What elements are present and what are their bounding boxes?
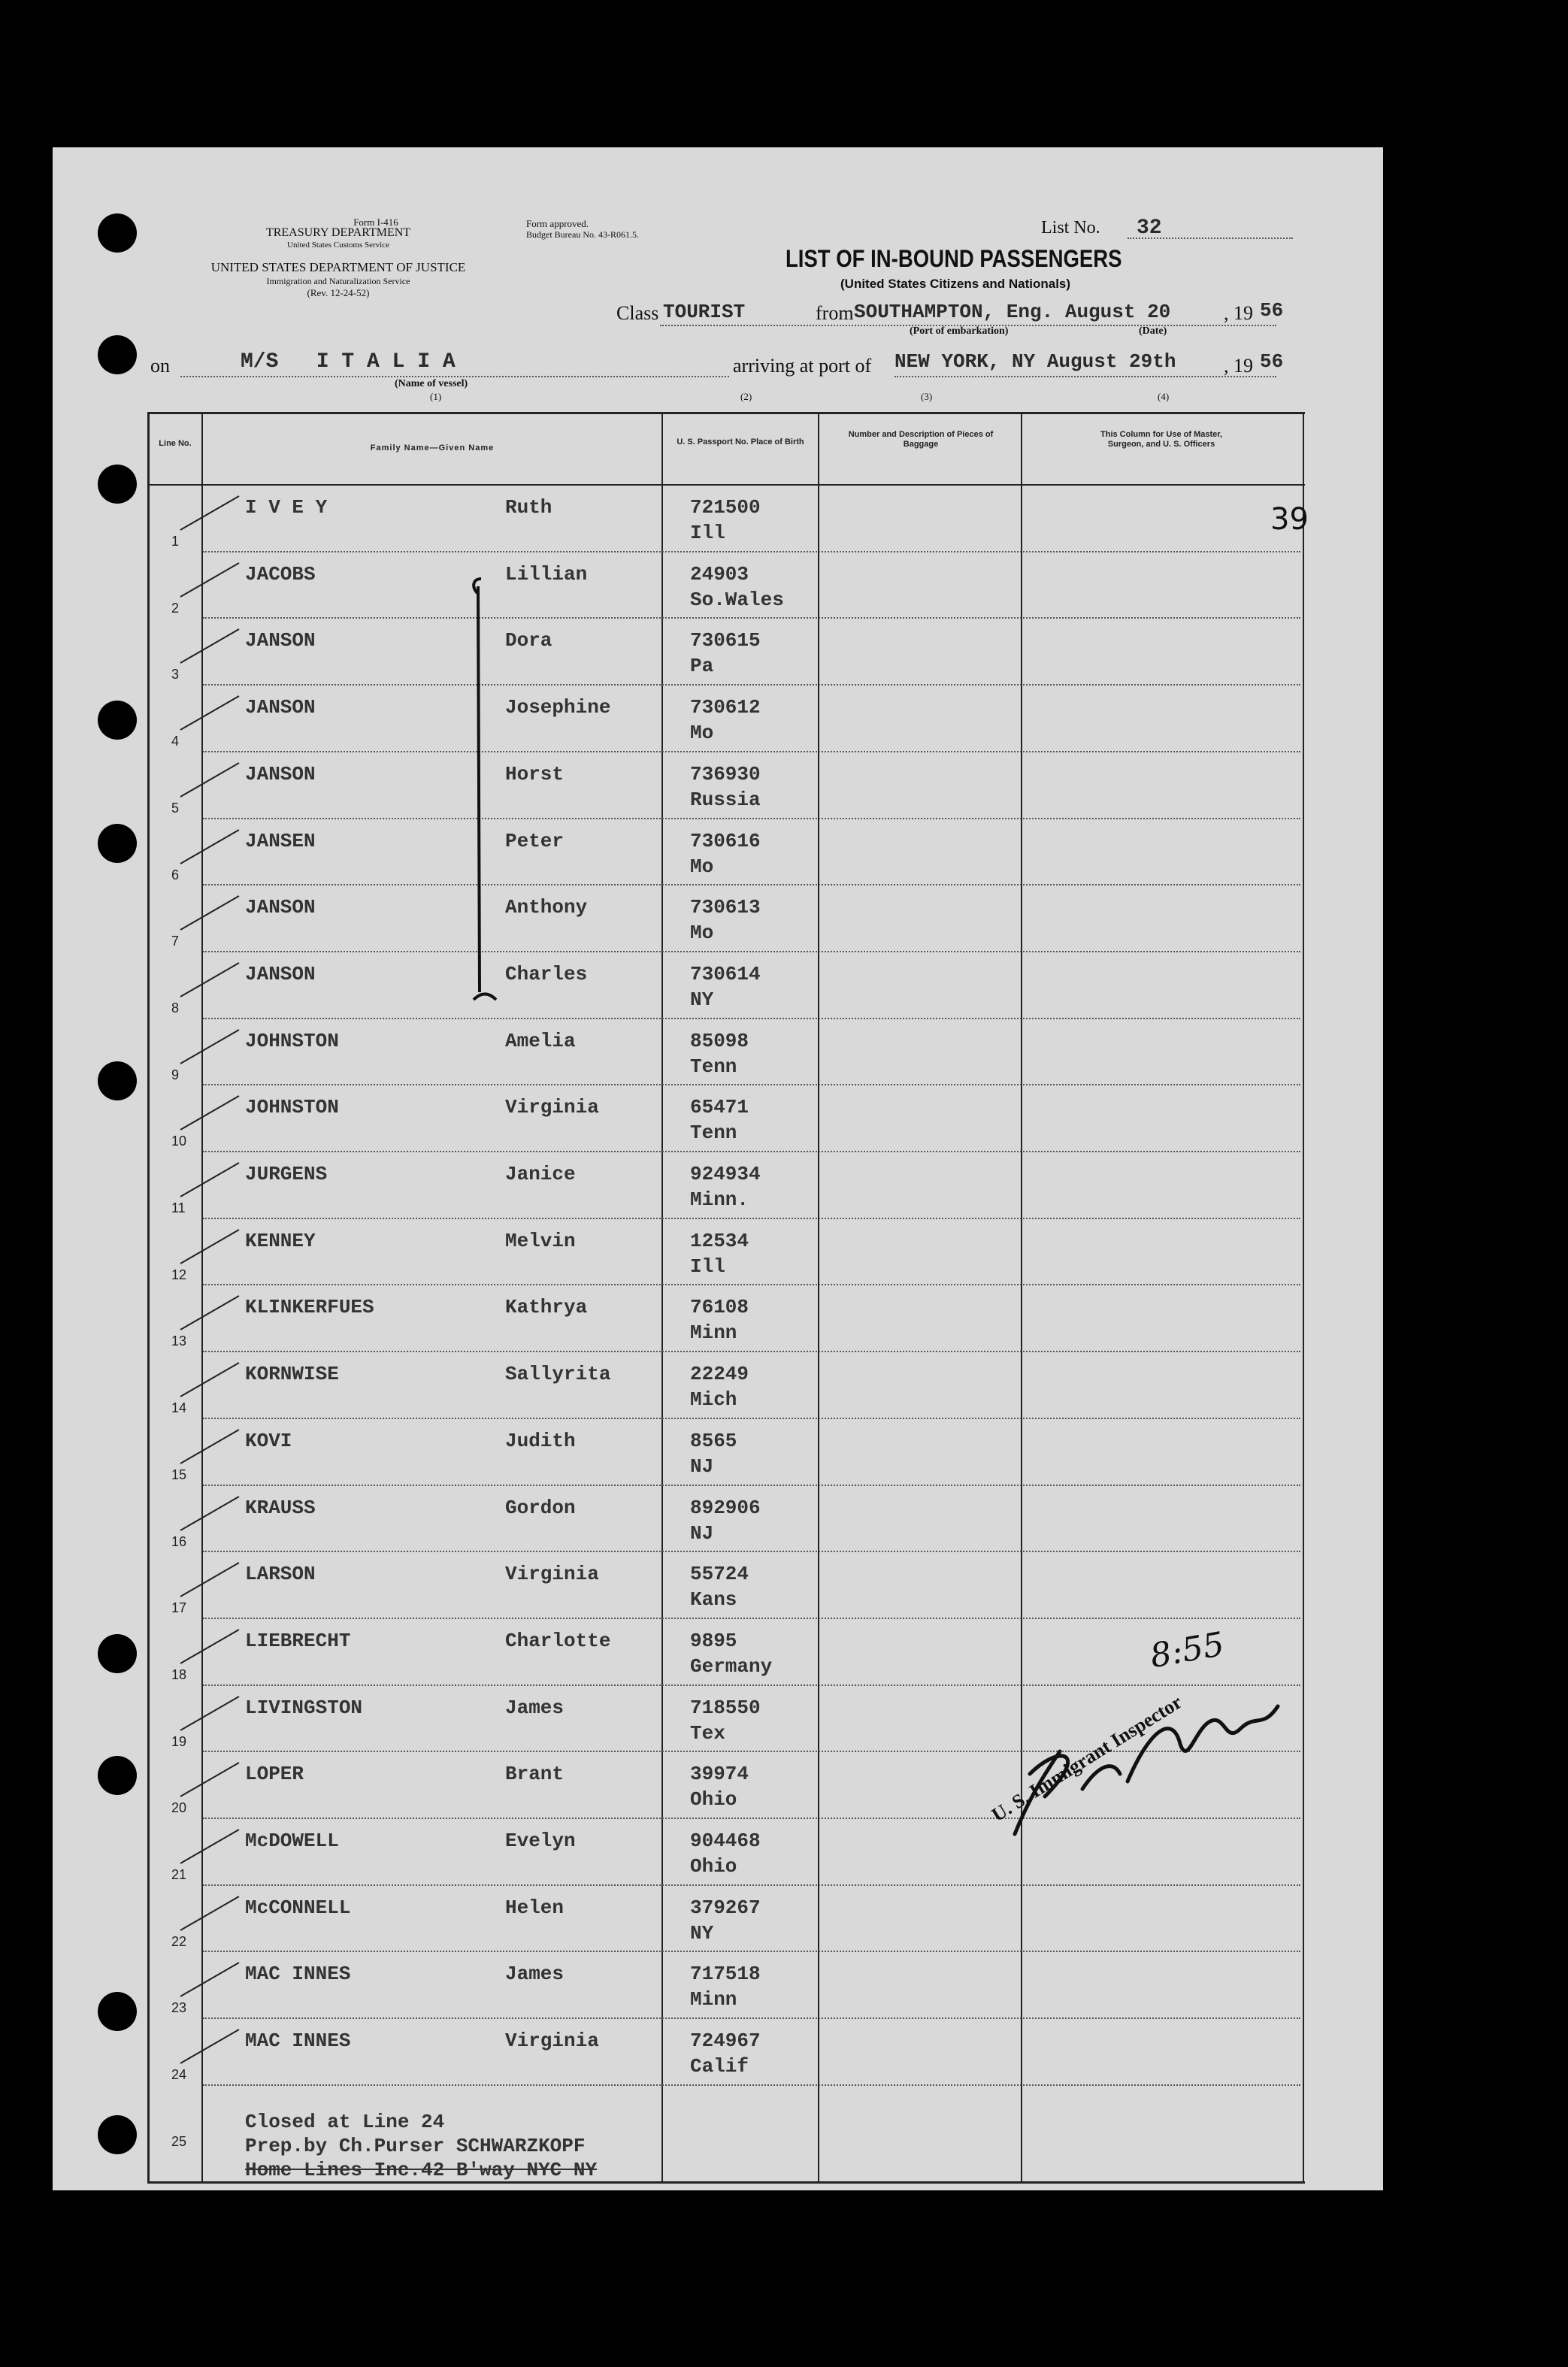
line-number: 11 (171, 1200, 186, 1215)
from-year: 56 (1260, 299, 1284, 322)
table-bottom-border (147, 2181, 1305, 2184)
place-of-birth: Minn (690, 1321, 737, 1345)
given-name: Virginia (505, 1096, 599, 1119)
family-name: JANSON (245, 762, 316, 785)
line-number: 5 (171, 800, 180, 816)
given-name: Melvin (505, 1229, 576, 1252)
line-number: 7 (171, 934, 180, 949)
time-annotation: 8:55 (1147, 1624, 1227, 1676)
family-name: JANSON (245, 962, 316, 985)
given-name: Ruth (505, 496, 552, 519)
family-name: JOHNSTON (245, 1096, 339, 1119)
passport-number: 65471 (690, 1096, 749, 1119)
class-label: Class (616, 302, 659, 324)
place-of-birth: NJ (690, 1454, 714, 1478)
bracket-mark (451, 571, 511, 1007)
passport-number: 24903 (690, 562, 749, 586)
place-of-birth: Ill (690, 522, 725, 544)
row-divider (203, 1284, 1300, 1285)
col-header-name: Family Name—Given Name (370, 443, 495, 453)
passport-number: 730615 (690, 629, 761, 652)
row-divider (203, 617, 1300, 619)
row-divider (203, 884, 1300, 885)
family-name: JURGENS (245, 1163, 328, 1185)
inspector-signature (1000, 1684, 1315, 1857)
row-divider (203, 551, 1300, 552)
passport-number: 724967 (690, 2030, 761, 2053)
punch-hole (98, 213, 137, 253)
given-name: Gordon (505, 1496, 576, 1519)
passport-number: 718550 (690, 1696, 761, 1719)
revision-label: (Rev. 12-24-52) (307, 287, 370, 298)
family-name: JANSEN (245, 829, 316, 852)
arrive-year: 56 (1260, 350, 1284, 373)
row-divider (203, 1351, 1300, 1352)
line-number: 6 (171, 867, 180, 882)
row-divider (203, 1151, 1300, 1152)
line-number: 17 (171, 1600, 187, 1616)
given-name: Charles (505, 962, 588, 985)
given-name: Helen (505, 1896, 565, 1919)
from-year-prefix: , 19 (1224, 302, 1253, 324)
on-label: on (150, 355, 170, 377)
line-number: 8 (171, 1000, 180, 1016)
row-divider (203, 1218, 1300, 1219)
passport-number: 717518 (690, 1963, 761, 1986)
place-of-birth: Tenn (690, 1055, 737, 1078)
col-header-line-no: Line No. (159, 439, 192, 448)
punch-hole (98, 2115, 137, 2154)
line-number: 2 (171, 600, 180, 616)
passport-number: 904468 (690, 1830, 761, 1852)
family-name: I V E Y (245, 496, 328, 519)
passport-number: 730614 (690, 962, 761, 985)
given-name: Janice (505, 1163, 576, 1185)
passport-number: 85098 (690, 1029, 749, 1052)
line-number: 24 (171, 2067, 187, 2083)
family-name: LIVINGSTON (245, 1696, 363, 1719)
passport-number: 8565 (690, 1429, 737, 1452)
passport-number: 55724 (690, 1563, 749, 1586)
given-name: Anthony (505, 896, 588, 919)
punch-hole (98, 1756, 137, 1795)
line-number: 23 (171, 2000, 187, 2016)
passport-number: 924934 (690, 1163, 761, 1185)
col-num-2: (2) (740, 391, 752, 402)
treasury-label: TREASURY DEPARTMENT (265, 226, 411, 239)
family-name: LIEBRECHT (245, 1629, 351, 1652)
passport-number: 721500 (690, 496, 761, 519)
row-divider (203, 1618, 1300, 1619)
place-of-birth: Ohio (690, 1855, 737, 1878)
family-name: LOPER (245, 1763, 304, 1786)
place-of-birth: So.Wales (690, 588, 784, 611)
family-name: McCONNELL (245, 1896, 351, 1919)
given-name: Judith (505, 1429, 576, 1452)
customs-label: United States Customs Service (287, 241, 389, 250)
family-name: KOVI (245, 1429, 292, 1452)
passport-number: 730613 (690, 896, 761, 919)
place-of-birth: Minn (690, 1988, 737, 2011)
line-number: 10 (171, 1134, 187, 1149)
from-value: SOUTHAMPTON, Eng. August 20 (854, 301, 1171, 323)
family-name: KENNEY (245, 1229, 316, 1252)
vessel-col-num: (1) (430, 391, 442, 402)
arriving-value: NEW YORK, NY August 29th (894, 350, 1176, 373)
passport-number: 39974 (690, 1763, 749, 1786)
given-name: Virginia (505, 2030, 599, 2053)
place-of-birth: Mo (690, 855, 714, 878)
given-name: Dora (505, 629, 552, 652)
given-name: Amelia (505, 1029, 576, 1052)
place-of-birth: Russia (690, 788, 761, 811)
list-no-label: List No. (1041, 218, 1100, 238)
punch-hole (98, 701, 137, 740)
punch-hole (98, 824, 137, 863)
col-header-baggage: Number and Description of Pieces of Baggage (848, 430, 994, 449)
port-caption: (Port of embarkation) (910, 325, 1009, 337)
place-of-birth: Mo (690, 922, 714, 945)
passport-number: 736930 (690, 762, 761, 785)
date-caption: (Date) (1139, 325, 1167, 337)
place-of-birth: Pa (690, 655, 714, 678)
agent-note: Home Lines Inc.42 B'way NYC NY (245, 2159, 598, 2181)
table-left-border (147, 412, 150, 2183)
justice-label: UNITED STATES DEPARTMENT OF JUSTICE (210, 260, 466, 274)
passport-number: 730612 (690, 696, 761, 719)
given-name: Horst (505, 762, 565, 785)
family-name: KRAUSS (245, 1496, 316, 1519)
table-right-border (1303, 412, 1304, 2183)
line-number: 12 (171, 1267, 187, 1282)
given-name: Josephine (505, 696, 611, 719)
row-divider (203, 1951, 1300, 1952)
page-title: LIST OF IN-BOUND PASSENGERS (786, 245, 1122, 272)
given-name: Lillian (505, 562, 588, 586)
punch-hole (98, 465, 137, 504)
page-subtitle: (United States Citizens and Nationals) (840, 277, 1071, 291)
line-number: 16 (171, 1533, 187, 1549)
col-header-passport: U. S. Passport No. Place of Birth (677, 437, 804, 446)
passport-number: 379267 (690, 1896, 761, 1919)
page-count-number: 39 (1270, 502, 1309, 537)
col-num-3: (3) (921, 391, 933, 402)
place-of-birth: Germany (690, 1654, 773, 1678)
vessel-line (180, 376, 729, 377)
family-name: MAC INNES (245, 2030, 351, 2053)
place-of-birth: Minn. (690, 1188, 749, 1211)
class-value: TOURIST (663, 301, 746, 323)
punch-hole (98, 335, 137, 374)
row-divider (203, 1018, 1300, 1019)
col-divider-name (661, 412, 663, 2183)
place-of-birth: Kans (690, 1588, 737, 1612)
passport-number: 22249 (690, 1363, 749, 1386)
family-name: KORNWISE (245, 1363, 339, 1386)
given-name: Kathrya (505, 1296, 588, 1319)
row-divider (203, 1551, 1300, 1552)
line-number: 13 (171, 1333, 187, 1349)
row-divider (203, 2084, 1300, 2086)
place-of-birth: Ohio (690, 1788, 737, 1812)
punch-hole (98, 1634, 137, 1673)
line-number: 18 (171, 1666, 187, 1682)
line-number: 9 (171, 1067, 180, 1082)
line-number: 21 (171, 1867, 187, 1882)
family-name: JANSON (245, 896, 316, 919)
form-number: Form I-416 (353, 216, 398, 228)
place-of-birth: Ill (690, 1255, 725, 1278)
arrive-year-prefix: , 19 (1224, 355, 1253, 377)
place-of-birth: NY (690, 1921, 714, 1945)
place-of-birth: Tex (690, 1721, 725, 1745)
vessel-name: M/S I T A L I A (241, 350, 456, 374)
arriving-line (894, 376, 1276, 377)
given-name: Brant (505, 1763, 565, 1786)
family-name: McDOWELL (245, 1830, 339, 1852)
inspector-stamp: U. S. Immigrant Inspector (988, 1690, 1186, 1827)
given-name: Peter (505, 829, 565, 852)
col-divider-passport (818, 412, 819, 2183)
table-header-border (147, 484, 1305, 486)
family-name: JANSON (245, 629, 316, 652)
form-approved: Form approved. (526, 218, 589, 229)
arriving-label: arriving at port of (733, 355, 872, 377)
ins-label: Immigration and Naturalization Service (266, 276, 410, 286)
from-label: from (816, 302, 854, 324)
given-name: Virginia (505, 1563, 599, 1586)
family-name: LARSON (245, 1563, 316, 1586)
col-header-officers: This Column for Use of Master, Surgeon, and U. S. Officers (1100, 430, 1222, 449)
place-of-birth: Mo (690, 722, 714, 745)
family-name: MAC INNES (245, 1963, 351, 1986)
place-of-birth: NJ (690, 1521, 714, 1545)
given-name: Charlotte (505, 1629, 611, 1652)
table-top-border (147, 412, 1305, 414)
line-number: 15 (171, 1467, 187, 1482)
line-number: 14 (171, 1400, 187, 1416)
budget-bureau: Budget Bureau No. 43-R061.5. (526, 229, 639, 240)
list-no-value: 32 (1137, 216, 1162, 240)
punch-hole (98, 1992, 137, 2031)
given-name: Evelyn (505, 1830, 576, 1852)
line-number: 4 (171, 734, 180, 749)
row-divider (203, 1884, 1300, 1886)
line-number: 1 (171, 534, 180, 549)
prepared-by-note: Prep.by Ch.Purser SCHWARZKOPF (245, 2135, 586, 2157)
place-of-birth: Calif (690, 2055, 749, 2078)
family-name: JANSON (245, 696, 316, 719)
place-of-birth: NY (690, 988, 714, 1011)
passport-number: 76108 (690, 1296, 749, 1319)
vessel-caption: (Name of vessel) (395, 378, 468, 389)
row-divider (203, 818, 1300, 819)
given-name: James (505, 1963, 565, 1986)
family-name: JACOBS (245, 562, 316, 586)
passport-number: 9895 (690, 1629, 737, 1652)
col-num-4: (4) (1158, 391, 1170, 402)
punch-hole (98, 1061, 137, 1100)
row-divider (203, 684, 1300, 686)
row-divider (203, 951, 1300, 952)
row-divider (203, 751, 1300, 752)
closed-note: Closed at Line 24 (245, 2111, 445, 2133)
col-divider-baggage (1021, 412, 1022, 2183)
line-number: 3 (171, 667, 180, 683)
family-name: KLINKERFUES (245, 1296, 374, 1319)
family-name: JOHNSTON (245, 1029, 339, 1052)
passport-number: 730616 (690, 829, 761, 852)
row-divider (203, 1084, 1300, 1085)
place-of-birth: Mich (690, 1388, 737, 1412)
line-number: 25 (171, 2133, 187, 2149)
row-divider (203, 1418, 1300, 1419)
passport-number: 12534 (690, 1229, 749, 1252)
line-number: 22 (171, 1933, 187, 1949)
row-divider (203, 2017, 1300, 2019)
line-number: 19 (171, 1733, 187, 1749)
given-name: Sallyrita (505, 1363, 611, 1386)
line-number: 20 (171, 1800, 187, 1816)
place-of-birth: Tenn (690, 1121, 737, 1145)
row-divider (203, 1485, 1300, 1486)
given-name: James (505, 1696, 565, 1719)
passport-number: 892906 (690, 1496, 761, 1519)
